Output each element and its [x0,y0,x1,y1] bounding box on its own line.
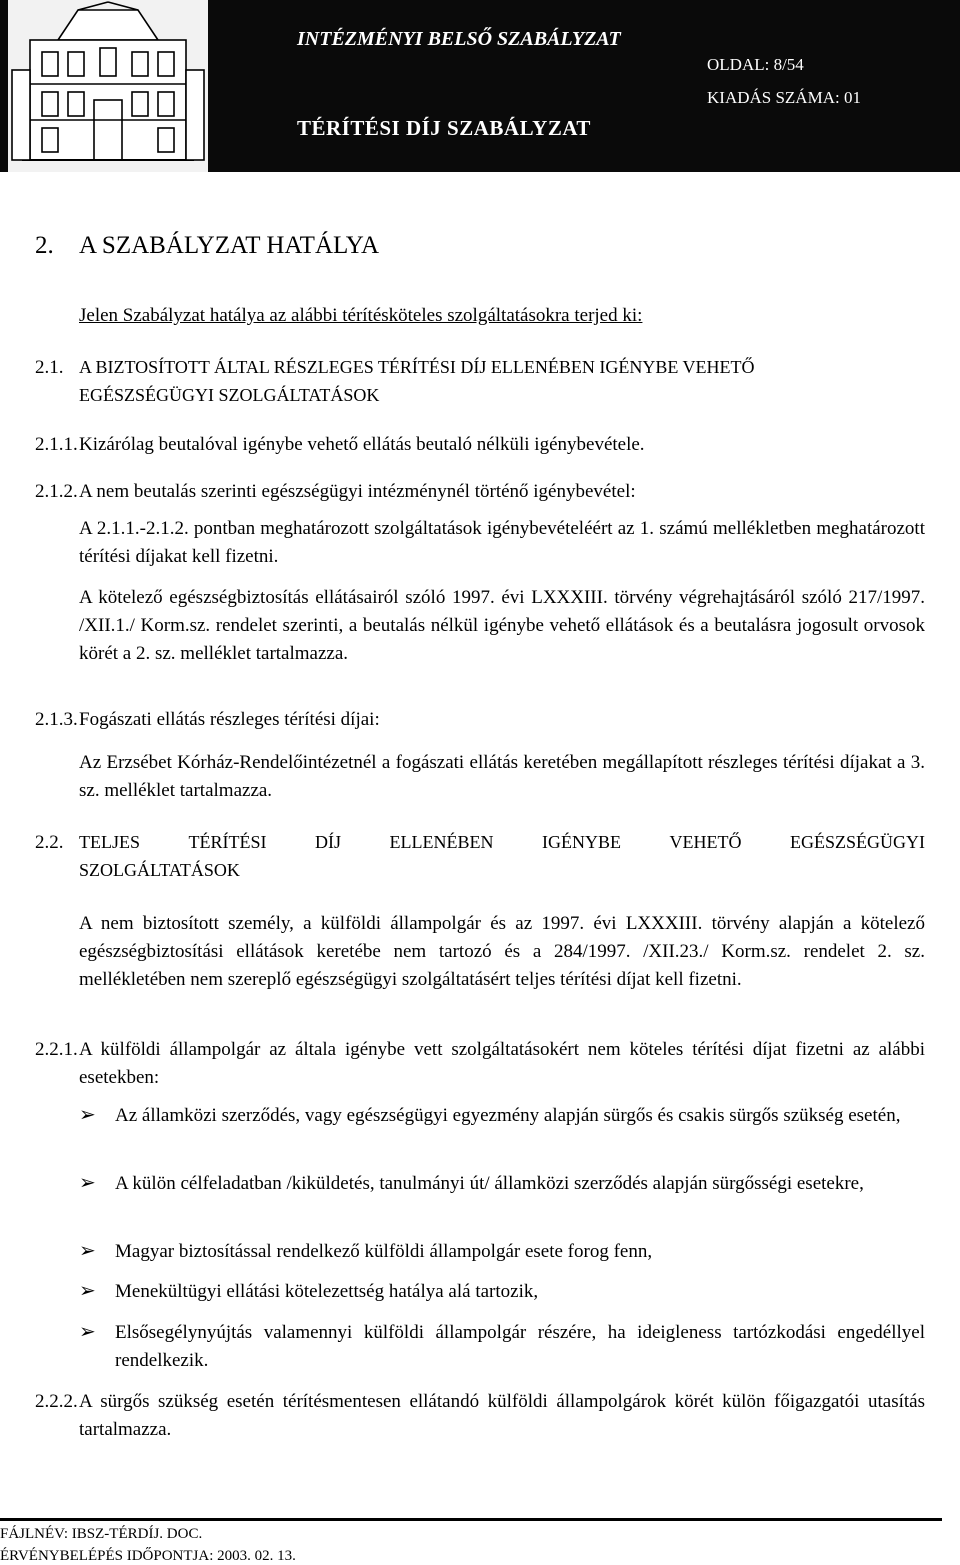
s211-number: 2.1.1. [35,434,78,455]
arrow-bullet-icon: ➢ [79,1240,96,1262]
s212-paragraph-1: A 2.1.1.-2.1.2. pontban meghatározott szolgáltatások igénybevételéért az 1. számú mellékletben meghatározott térítési díjakat kell fizetni. [79,518,925,567]
s22-heading-line2: SZOLGÁLTATÁSOK [79,860,240,880]
intro-text: Jelen Szabályzat hatálya az alábbi térítésköteles szolgáltatásokra terjed ki: [79,305,643,326]
s22-number: 2.2. [35,832,64,853]
arrow-bullet-icon: ➢ [79,1321,96,1343]
header-subtitle: TÉRÍTÉSI DÍJ SZABÁLYZAT [297,116,591,140]
s21-heading-line1: A BIZTOSÍTOTT ÁLTAL RÉSZLEGES TÉRÍTÉSI DÍJ ELLENÉBEN IGÉNYBE VEHETŐ [79,357,755,377]
s213-paragraph: Az Erzsébet Kórház-Rendelőintézetnél a fogászati ellátás keretében megállapított részleges térítési díjakat a 3. sz. melléklet tartalmazza. [79,752,925,801]
list-item: A külön célfeladatban /kiküldetés, tanulmányi út/ államközi szerződés alapján sürgősségi esetekre, [115,1173,864,1194]
arrow-bullet-icon: ➢ [79,1104,96,1126]
s213-text: Fogászati ellátás részleges térítési díjai: [79,709,380,730]
footer-rule [0,1518,942,1521]
s213-number: 2.1.3. [35,709,78,730]
page-number: OLDAL: 8/54 [707,55,804,74]
issue-number: KIADÁS SZÁMA: 01 [707,88,861,107]
s222-number: 2.2.2. [35,1391,78,1412]
arrow-bullet-icon: ➢ [79,1280,96,1302]
list-item: Magyar biztosítással rendelkező külföldi állampolgár esete forog fenn, [115,1241,653,1262]
s22-heading-line1 [79,829,925,856]
s21-number: 2.1. [35,357,64,378]
list-item: Elsősegélynyújtás valamennyi külföldi állampolgár részére, ha ideigleness tartózkodási engedéllyel rendelkezik. [115,1322,925,1371]
section-number: 2. [35,232,54,259]
s22-heading-word: ELLENÉBEN [389,832,494,852]
s212-number: 2.1.2. [35,481,78,502]
header-title: INTÉZMÉNYI BELSŐ SZABÁLYZAT [297,28,621,50]
s22-heading-word: IGÉNYBE [541,832,621,852]
s21-heading-line2: EGÉSZSÉGÜGYI SZOLGÁLTATÁSOK [79,385,380,405]
s221-text: A külföldi állampolgár az általa igénybe vett szolgáltatásokért nem köteles térítési díjat fizetni az alábbi esetekben: [79,1039,925,1088]
s212-paragraph-2: A kötelező egészségbiztosítás ellátásairól szóló 1997. évi LXXXIII. törvény végrehajtásáról szóló 217/1997. /XII.1./ Korm.sz. rendelet szerinti, a beutalás nélkül igénybe vehető ellátások és a beutalásra jogosult orvosok körét a 2. sz. melléklet tartalmazza. [79,587,925,664]
s22-heading-word: TÉRÍTÉSI [188,832,267,852]
list-item: Menekültügyi ellátási kötelezettség hatálya alá tartozik, [115,1281,539,1302]
arrow-bullet-icon: ➢ [79,1172,96,1194]
footer-filename: FÁJLNÉV: IBSZ-TÉRDÍJ. DOC. [0,1526,203,1542]
s222-text: A sürgős szükség esetén térítésmentesen ellátandó külföldi állampolgárok körét külön főigazgatói utasítás tartalmazza. [79,1391,925,1440]
s22-heading-word: TELJES [79,832,140,852]
s221-number: 2.2.1. [35,1039,78,1060]
s212-text: A nem beutalás szerinti egészségügyi intézménynél történő igénybevétel: [79,481,636,502]
building-logo-icon [8,0,208,172]
s22-heading-word: VEHETŐ [669,832,742,852]
footer-effective-date: ÉRVÉNYBELÉPÉS IDŐPONTJA: 2003. 02. 13. [0,1548,296,1564]
s211-text: Kizárólag beutalóval igénybe vehető ellátás beutaló nélküli igénybevétele. [79,434,645,455]
s22-paragraph: A nem biztosított személy, a külföldi állampolgár és az 1997. évi LXXXIII. törvény alapján a kötelező egészségbiztosítási ellátások keretébe nem tartozó és a 284/1997. /XII.23./ Korm.sz. rendelet 2. sz. mellékletében nem szereplő egészségügyi szolgáltatásért teljes térítési díjat kell fizetni. [79,913,925,990]
list-item: Az államközi szerződés, vagy egészségügyi egyezmény alapján sürgős és csakis sürgős szükség esetén, [115,1105,901,1126]
s22-heading-word: EGÉSZSÉGÜGYI [789,832,925,852]
s22-heading-word: DÍJ [315,832,341,852]
section-title: A SZABÁLYZAT HATÁLYA [79,232,380,259]
